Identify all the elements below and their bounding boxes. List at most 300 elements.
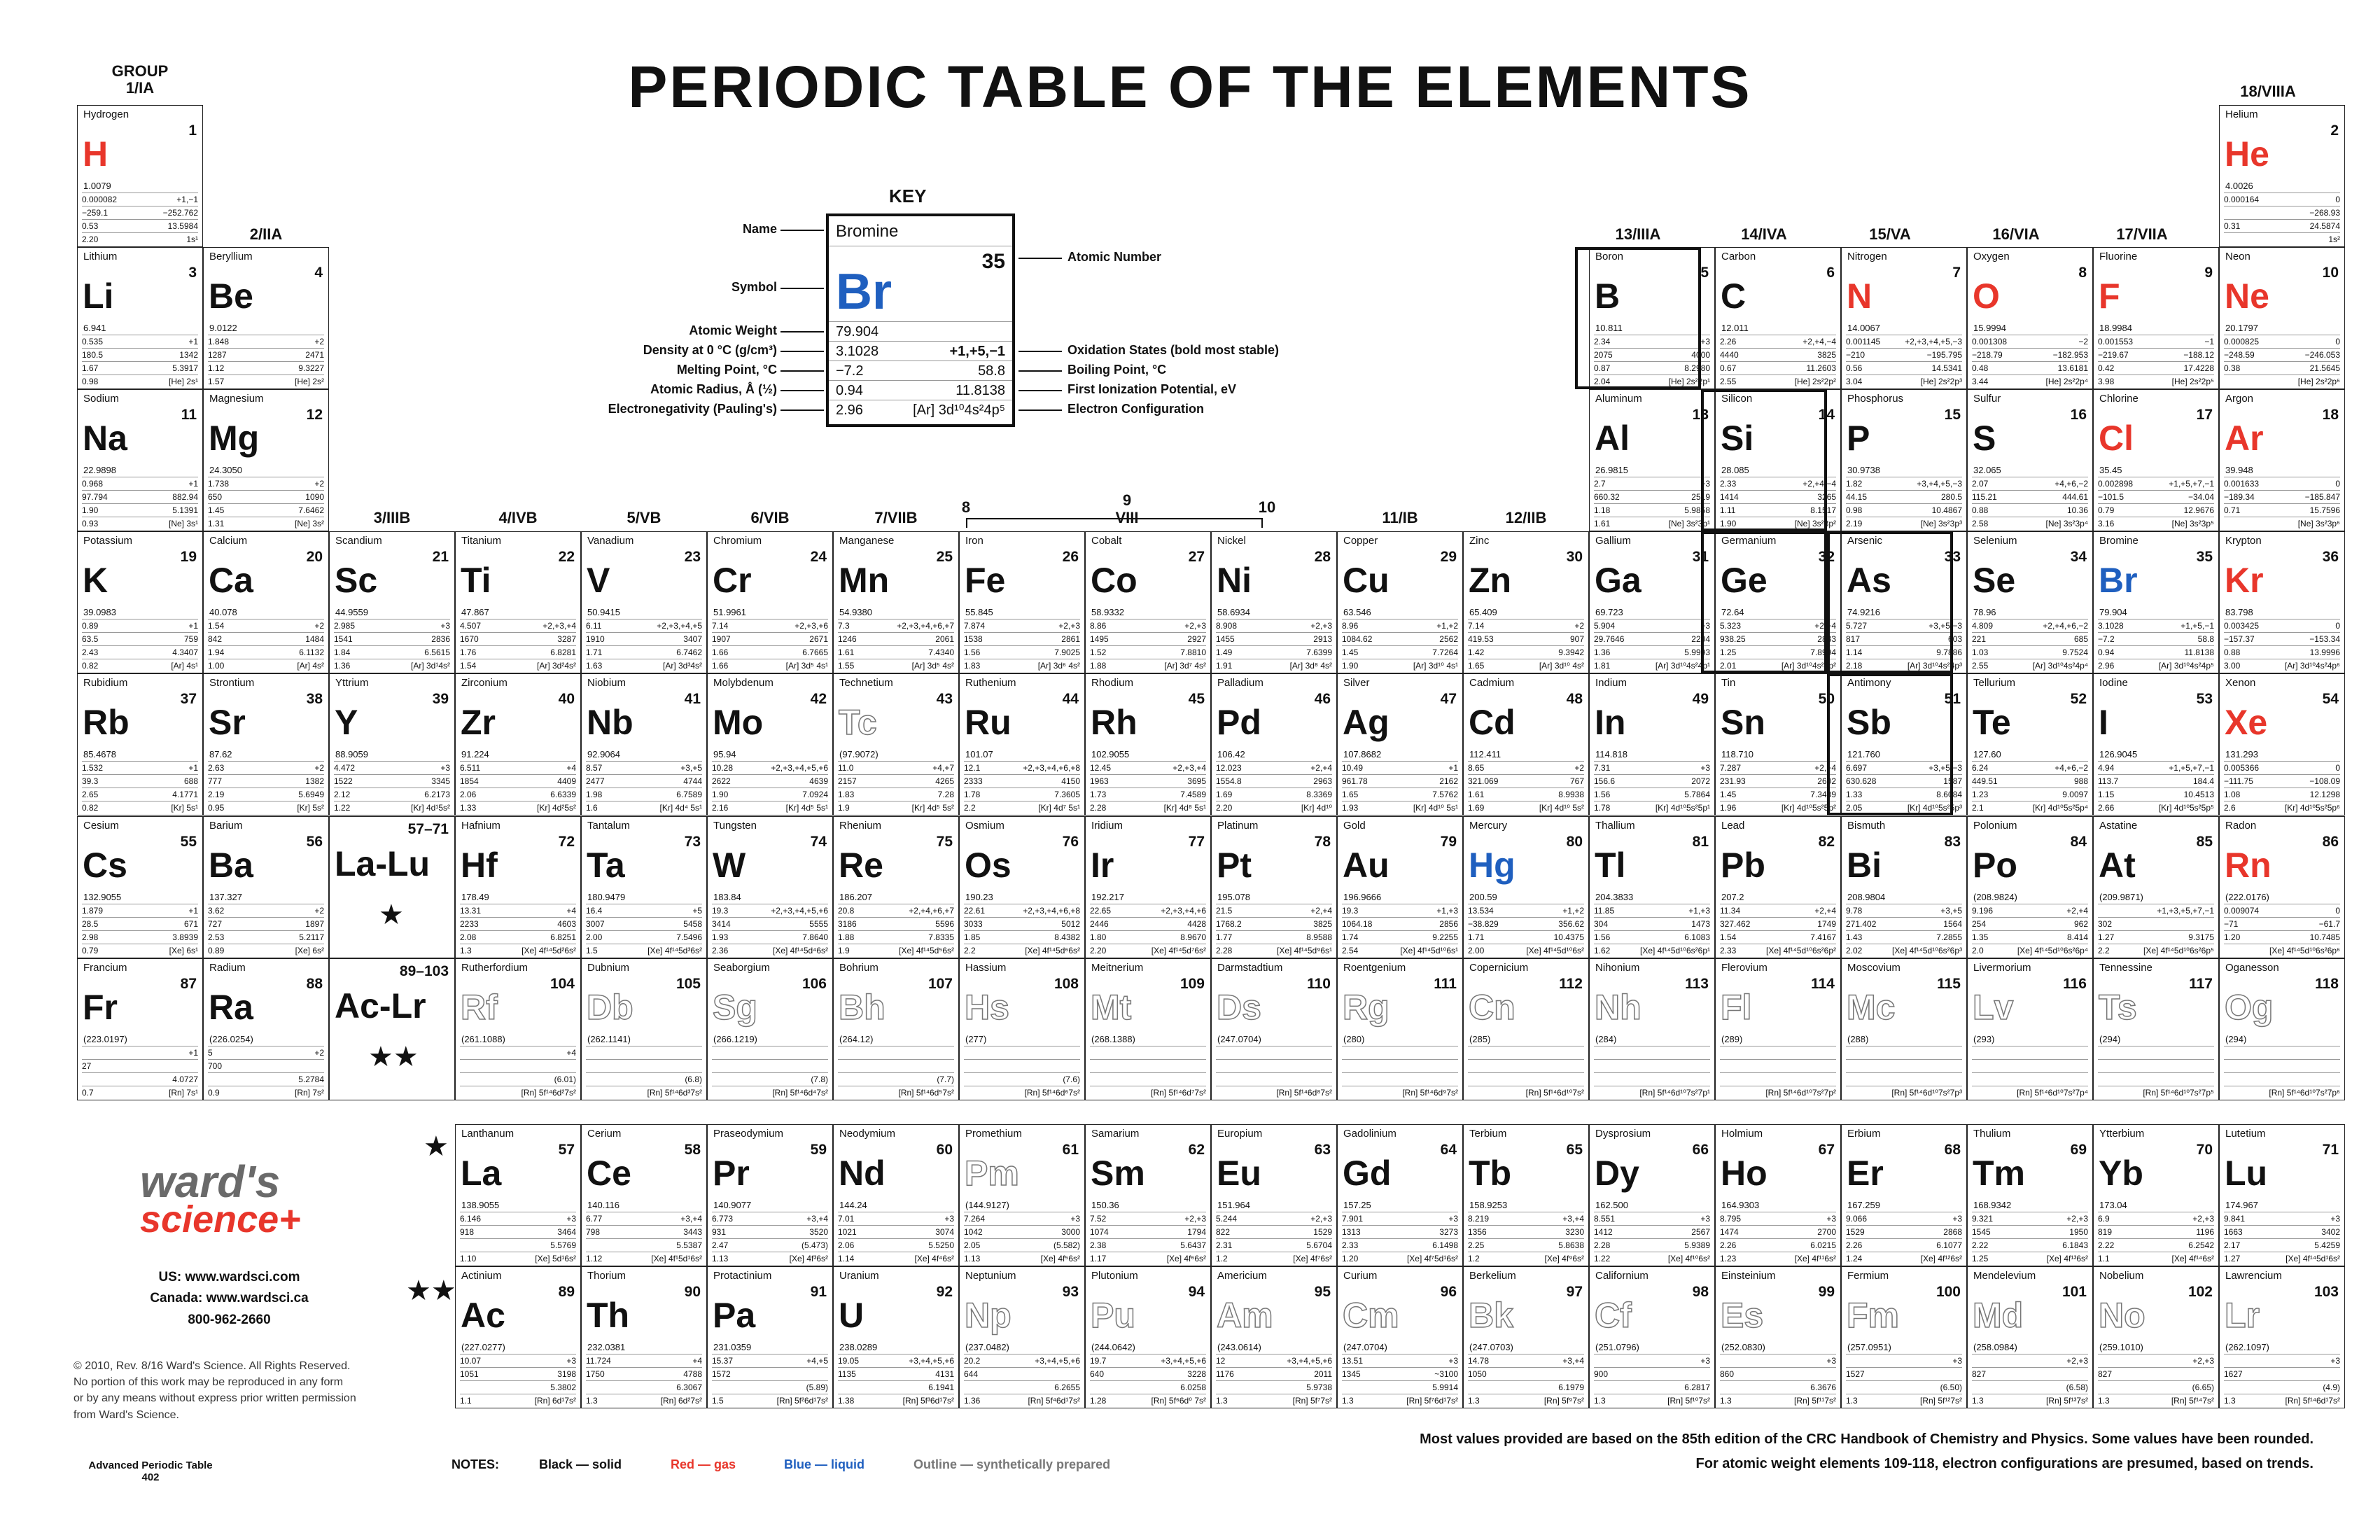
- atomic-weight: 180.9479: [587, 892, 626, 902]
- element-cell-magnesium: [203, 389, 329, 531]
- property-row: [82, 517, 198, 530]
- atomic-number: 81: [1692, 834, 1709, 850]
- property-left: 2157: [838, 776, 857, 786]
- element-symbol: Cf: [1595, 1296, 1632, 1335]
- property-left: 39.3: [82, 776, 99, 786]
- key-electronegativity: 2.96: [836, 402, 863, 418]
- property-left: 1.03: [1972, 648, 1989, 657]
- footer-id: Advanced Periodic Table 402: [88, 1460, 213, 1483]
- property-row: [460, 788, 576, 801]
- property-right: 2927: [1187, 634, 1206, 644]
- property-right: [He] 2s²2p¹: [1668, 377, 1710, 386]
- property-row: [1090, 632, 1206, 645]
- property-row: [1090, 1354, 1206, 1367]
- property-right: [Rn] 5f¹⁴6d⁵7s²: [898, 1088, 954, 1098]
- property-right: [Ar] 3d¹⁰ 4s²: [1539, 661, 1584, 671]
- element-name: Polonium: [1973, 820, 2017, 832]
- property-row: [1972, 801, 2088, 814]
- property-row: [1720, 477, 1836, 490]
- atomic-number: 51: [1944, 691, 1961, 707]
- property-row: [208, 1072, 324, 1086]
- property-right: 1794: [1187, 1227, 1206, 1237]
- property-row: [2224, 761, 2340, 774]
- element-symbol: O: [1973, 276, 2000, 316]
- property-left: 115.21: [1972, 492, 1997, 502]
- element-cell-rhenium: [833, 816, 959, 958]
- element-cell-aluminum: [1589, 389, 1715, 531]
- atomic-weight: 18.9984: [2099, 323, 2132, 333]
- property-left: 0.42: [2098, 363, 2115, 373]
- property-right: 5.8638: [1558, 1240, 1584, 1250]
- element-name: Cadmium: [1469, 677, 1515, 689]
- element-name: Yttrium: [335, 677, 369, 689]
- property-row: [1972, 335, 2088, 348]
- property-right: [Ar] 3d¹⁰4s²4p³: [1907, 661, 1962, 671]
- element-name: Aluminum: [1595, 393, 1642, 405]
- property-right: 5.4259: [2314, 1240, 2340, 1250]
- element-name: Nickel: [1217, 535, 1246, 547]
- property-row: [82, 917, 198, 930]
- atomic-number: 47: [1440, 691, 1457, 707]
- property-row: [2224, 348, 2340, 361]
- property-left: 1768.2: [1216, 919, 1242, 929]
- property-row: [1468, 917, 1584, 930]
- atomic-weight: 190.23: [965, 892, 993, 902]
- property-row: [712, 1380, 828, 1394]
- property-right: [Ar] 3d⁸ 4s²: [1289, 661, 1332, 671]
- property-right: 1342: [179, 350, 198, 360]
- element-symbol: Xe: [2225, 703, 2268, 742]
- atomic-weight: (293): [1973, 1034, 1995, 1044]
- property-right: 1473: [1691, 919, 1710, 929]
- property-left: 0.79: [82, 946, 99, 955]
- property-left: 5.323: [1720, 621, 1742, 631]
- key-label-electronegativity: Electronegativity (Pauling's): [608, 402, 777, 416]
- property-row: [460, 1072, 576, 1086]
- group-label-8: 8: [961, 498, 971, 516]
- property-right: [Rn] 5f¹⁴6d¹⁰7s²: [1525, 1088, 1584, 1098]
- property-row: [838, 1367, 954, 1380]
- property-left: 22.65: [1090, 906, 1112, 916]
- property-right: [Xe] 4f¹⁴5d¹⁰6s¹: [1400, 946, 1458, 955]
- property-row: [1846, 1367, 1962, 1380]
- property-right: +4,+6,−2: [2054, 763, 2088, 773]
- property-row: [712, 1394, 828, 1407]
- element-name: Hafnium: [461, 820, 500, 832]
- property-right: +3: [440, 621, 450, 631]
- property-row: [2224, 1367, 2340, 1380]
- atomic-weight: 47.867: [461, 607, 489, 617]
- element-cell-sulfur: [1967, 389, 2093, 531]
- property-left: 2.08: [460, 932, 477, 942]
- property-left: 2.65: [82, 790, 99, 799]
- property-left: 97.794: [82, 492, 108, 502]
- property-left: 10.07: [460, 1356, 482, 1366]
- property-row: [712, 944, 828, 957]
- property-row: [838, 930, 954, 944]
- property-left: 1.42: [1468, 648, 1485, 657]
- element-cell-protactinium: [707, 1266, 833, 1408]
- property-right: [Ar] 4s²: [297, 661, 324, 671]
- property-left: 1176: [1216, 1369, 1234, 1379]
- property-left: 1.10: [460, 1254, 477, 1264]
- element-cell-mercury: [1463, 816, 1589, 958]
- element-cell-dubnium: [581, 958, 707, 1100]
- property-right: 444.61: [2062, 492, 2088, 502]
- element-symbol: Au: [1343, 846, 1390, 885]
- atomic-number: 29: [1440, 549, 1457, 565]
- atomic-number: 80: [1566, 834, 1583, 850]
- element-cell-curium: [1337, 1266, 1463, 1408]
- property-row: [1216, 1252, 1332, 1265]
- property-right: 5.6437: [1180, 1240, 1206, 1250]
- atomic-number: 45: [1188, 691, 1205, 707]
- atomic-number: 10: [2322, 265, 2339, 281]
- property-row: [1468, 1212, 1584, 1225]
- property-row: [1846, 374, 1962, 388]
- property-right: 5.5769: [550, 1240, 576, 1250]
- element-cell-neptunium: [959, 1266, 1085, 1408]
- property-right: 8.414: [2066, 932, 2088, 942]
- property-row: [964, 645, 1080, 659]
- atomic-weight: (268.1388): [1091, 1034, 1135, 1044]
- group-label-3: 3/IIIB: [373, 509, 411, 526]
- element-symbol: Ts: [2099, 988, 2137, 1027]
- element-symbol: Fr: [83, 988, 118, 1027]
- element-name: Palladium: [1217, 677, 1264, 689]
- property-right: 3407: [683, 634, 702, 644]
- property-row: [1090, 659, 1206, 672]
- property-row: [1594, 335, 1710, 348]
- atomic-number: 14: [1818, 407, 1835, 423]
- property-left: 1.20: [1342, 1254, 1359, 1264]
- property-row: [208, 788, 324, 801]
- property-left: 1.61: [1594, 519, 1611, 528]
- element-name: Gallium: [1595, 535, 1631, 547]
- property-right: (6.65): [2192, 1382, 2214, 1392]
- key-label-oxidation: Oxidation States (bold most stable): [1068, 343, 1280, 357]
- property-row: [460, 917, 576, 930]
- element-cell-thallium: [1589, 816, 1715, 958]
- property-row: [82, 801, 198, 814]
- property-row: [1216, 1086, 1332, 1099]
- property-right: +3: [1952, 1214, 1962, 1224]
- element-name: Americium: [1217, 1270, 1267, 1282]
- property-row: [460, 1394, 576, 1407]
- atomic-weight: 118.710: [1721, 749, 1754, 760]
- property-right: 11.2603: [1806, 363, 1836, 373]
- property-left: 1.848: [208, 337, 230, 346]
- element-cell-fermium: [1841, 1266, 1967, 1408]
- atomic-weight: (223.0197): [83, 1034, 127, 1044]
- property-right: 2671: [809, 634, 828, 644]
- property-row: [586, 1072, 702, 1086]
- property-right: 7.8994: [1810, 648, 1836, 657]
- element-cell-ruthenium: [959, 673, 1085, 816]
- property-right: 759: [183, 634, 198, 644]
- atomic-number: 86: [2322, 834, 2339, 850]
- property-right: [Kr] 4d⁵ 5s¹: [785, 803, 828, 813]
- property-row: [2098, 361, 2214, 374]
- property-right: +2,+4: [1814, 906, 1836, 916]
- property-row: [586, 645, 702, 659]
- property-right: [Rn] 5f¹¹7s²: [1793, 1396, 1836, 1406]
- property-row: [1468, 761, 1584, 774]
- atomic-number: 28: [1314, 549, 1331, 565]
- element-name: Radium: [209, 962, 246, 974]
- property-right: [Xe] 4f⁵6s²: [1040, 1254, 1080, 1264]
- property-right: 4265: [935, 776, 954, 786]
- element-symbol: P: [1847, 419, 1870, 458]
- atomic-number: 60: [936, 1142, 953, 1158]
- property-left: 1.2: [1468, 1254, 1480, 1264]
- property-right: [Xe] 4f³6s²: [789, 1254, 828, 1264]
- element-name: Platinum: [1217, 820, 1259, 832]
- property-row: [208, 761, 324, 774]
- atomic-weight: 51.9961: [713, 607, 746, 617]
- property-right: 7.8335: [928, 932, 954, 942]
- property-left: 0.98: [1846, 505, 1863, 515]
- property-row: [586, 761, 702, 774]
- atomic-weight: 151.964: [1217, 1200, 1250, 1210]
- property-left: 0.82: [82, 661, 99, 671]
- atomic-number: 65: [1566, 1142, 1583, 1158]
- property-right: +3,+4: [680, 1214, 702, 1224]
- property-left: 1.63: [586, 661, 603, 671]
- property-left: 822: [1216, 1227, 1231, 1237]
- property-left: 660.32: [1594, 492, 1620, 502]
- property-right: +2,+3: [2066, 1356, 2088, 1366]
- property-row: [1846, 1212, 1962, 1225]
- element-cell-fluorine: [2093, 247, 2219, 389]
- element-symbol: Sm: [1091, 1154, 1145, 1193]
- element-symbol: Mn: [839, 561, 890, 600]
- property-row: [586, 1086, 702, 1099]
- property-row: [334, 645, 450, 659]
- element-cell-indium: [1589, 673, 1715, 816]
- property-left: 0.9: [208, 1088, 220, 1098]
- atomic-number: 100: [1935, 1284, 1961, 1300]
- atomic-number: 11: [181, 407, 197, 423]
- property-row: [1216, 774, 1332, 788]
- element-cell-carbon: [1715, 247, 1841, 389]
- atomic-number: 93: [1062, 1284, 1079, 1300]
- property-left: 0.53: [82, 221, 99, 231]
- property-right: 6.1979: [1558, 1382, 1584, 1392]
- atomic-number: 72: [558, 834, 575, 850]
- property-row: [1342, 645, 1458, 659]
- atomic-weight: 127.60: [1973, 749, 2001, 760]
- property-left: 1663: [2224, 1227, 2243, 1237]
- element-symbol: S: [1973, 419, 1996, 458]
- element-name: Carbon: [1721, 251, 1756, 262]
- element-cell-zinc: [1463, 531, 1589, 673]
- property-right: [Rn] 5f¹⁰7s²: [1667, 1396, 1710, 1406]
- property-left: 2.53: [208, 932, 225, 942]
- atomic-weight: (284): [1595, 1034, 1617, 1044]
- element-name: Lanthanum: [461, 1128, 514, 1140]
- property-left: 1.56: [1594, 790, 1611, 799]
- property-left: 1.3: [2098, 1396, 2110, 1406]
- property-row: [1342, 904, 1458, 917]
- element-cell-lead: [1715, 816, 1841, 958]
- element-name: Zinc: [1469, 535, 1490, 547]
- property-row: [1216, 619, 1332, 632]
- property-right: +3: [440, 763, 450, 773]
- property-row: [1846, 348, 1962, 361]
- property-row: [838, 788, 954, 801]
- property-right: [Xe] 6s²: [295, 946, 324, 955]
- property-right: 5.7864: [1684, 790, 1710, 799]
- property-right: 24.5874: [2309, 221, 2340, 231]
- atomic-weight: 69.723: [1595, 607, 1623, 617]
- property-right: −246.053: [2304, 350, 2340, 360]
- property-row: [1972, 1252, 2088, 1265]
- property-row: [82, 335, 198, 348]
- atomic-weight: 231.0359: [713, 1342, 752, 1352]
- property-right: 688: [183, 776, 198, 786]
- property-row: [1720, 517, 1836, 530]
- property-row: [460, 1252, 576, 1265]
- property-right: 1s²: [2328, 234, 2340, 244]
- property-row: [586, 930, 702, 944]
- property-left: 2.01: [1720, 661, 1737, 671]
- property-row: [838, 1086, 954, 1099]
- property-left: 3414: [712, 919, 731, 929]
- property-row: [2224, 930, 2340, 944]
- property-right: +1: [188, 479, 198, 489]
- property-row: [1594, 788, 1710, 801]
- property-row: [2098, 1394, 2214, 1407]
- property-left: 1572: [712, 1369, 731, 1379]
- property-right: 5.9914: [1432, 1382, 1458, 1392]
- property-right: [Rn] 5f¹⁴6d¹⁰7s²7p⁴: [2017, 1088, 2088, 1098]
- property-row: [964, 1072, 1080, 1086]
- property-right: [Rn] 5f¹⁴6d¹⁰7s²7p¹: [1639, 1088, 1710, 1098]
- element-cell-nickel: [1211, 531, 1337, 673]
- property-row: [1972, 774, 2088, 788]
- property-left: 1.20: [2224, 932, 2241, 942]
- property-right: [Ne] 3s¹: [168, 519, 198, 528]
- element-cell-hydrogen: [77, 105, 203, 247]
- property-row: [1090, 1072, 1206, 1086]
- property-left: 2446: [1090, 919, 1109, 929]
- atomic-weight: 74.9216: [1847, 607, 1880, 617]
- atomic-number: 5: [1700, 265, 1709, 281]
- property-left: 11.724: [586, 1356, 611, 1366]
- atomic-number: 102: [2188, 1284, 2213, 1300]
- atomic-weight: (266.1219): [713, 1034, 757, 1044]
- property-right: [Ar] 3d¹⁰4s²4p⁶: [2284, 661, 2340, 671]
- property-left: 1.69: [1216, 790, 1233, 799]
- property-left: 777: [208, 776, 223, 786]
- element-symbol: Tb: [1469, 1154, 1512, 1193]
- atomic-weight: 4.0026: [2225, 181, 2253, 191]
- element-cell-uranium: [833, 1266, 959, 1408]
- property-right: [Xe] 4f⁴6s²: [914, 1254, 954, 1264]
- property-row: [2098, 774, 2214, 788]
- property-right: [Xe] 4f⁷5d¹6s²: [1406, 1254, 1458, 1264]
- property-right: +2,+3,+4,+5: [657, 621, 702, 631]
- property-left: 1.45: [208, 505, 225, 515]
- property-left: 1.5: [712, 1396, 724, 1406]
- property-right: [Ar] 3d⁵ 4s²: [911, 661, 954, 671]
- property-left: 2.36: [712, 946, 729, 955]
- element-name: Tellurium: [1973, 677, 2016, 689]
- property-row: [1972, 659, 2088, 672]
- property-right: [Xe] 4f¹⁴6s²: [2171, 1254, 2214, 1264]
- element-symbol: I: [2099, 703, 2108, 742]
- property-left: 1529: [1846, 1227, 1865, 1237]
- property-row: [586, 917, 702, 930]
- property-left: 12.1: [964, 763, 981, 773]
- property-row: [1594, 1367, 1710, 1380]
- property-right: +3,+5,−3: [1928, 621, 1962, 631]
- property-left: 1.15: [2098, 790, 2115, 799]
- property-right: 2861: [1061, 634, 1080, 644]
- atomic-weight: (144.9127): [965, 1200, 1009, 1210]
- property-right: 3825: [1817, 350, 1836, 360]
- property-right: 10.4375: [1553, 932, 1584, 942]
- property-right: 962: [2073, 919, 2088, 929]
- property-row: [2224, 232, 2340, 246]
- property-right: +2,+3,+6: [794, 621, 828, 631]
- property-left: 2.19: [1846, 519, 1863, 528]
- element-cell-bismuth: [1841, 816, 1967, 958]
- atomic-number: 41: [684, 691, 701, 707]
- property-row: [1468, 944, 1584, 957]
- property-right: 2162: [1439, 776, 1458, 786]
- property-row: [1720, 761, 1836, 774]
- element-name: Mercury: [1469, 820, 1508, 832]
- property-row: [1972, 788, 2088, 801]
- property-left: 1246: [838, 634, 857, 644]
- property-row: [1594, 917, 1710, 930]
- property-row: [82, 503, 198, 517]
- property-right: +2,+4,−4: [1802, 337, 1836, 346]
- property-row: [1720, 1238, 1836, 1252]
- property-row: [1846, 503, 1962, 517]
- property-row: [82, 192, 198, 206]
- property-right: 6.7665: [802, 648, 828, 657]
- element-symbol: Lv: [1973, 988, 2014, 1027]
- property-row: [712, 659, 828, 672]
- property-right: 5.9858: [1684, 505, 1710, 515]
- atomic-weight: (264.12): [839, 1034, 874, 1044]
- property-right: 9.2255: [1432, 932, 1458, 942]
- property-row: [712, 904, 828, 917]
- property-row: [1972, 1212, 2088, 1225]
- property-left: 1.3: [460, 946, 472, 955]
- property-left: 0.56: [1846, 363, 1863, 373]
- property-row: [1720, 1354, 1836, 1367]
- property-right: +2: [314, 906, 324, 916]
- element-name: Titanium: [461, 535, 501, 547]
- property-right: 2072: [1691, 776, 1710, 786]
- atomic-number: 110: [1307, 976, 1331, 992]
- property-right: 0: [2335, 763, 2340, 773]
- element-cell-rhodium: [1085, 673, 1211, 816]
- atomic-number: 95: [1314, 1284, 1331, 1300]
- element-cell-potassium: [77, 531, 203, 673]
- property-right: [Rn] 5f³6d¹7s²: [902, 1396, 954, 1406]
- atomic-number: 74: [810, 834, 827, 850]
- property-right: +1: [188, 763, 198, 773]
- property-row: [586, 1225, 702, 1238]
- property-row: [1594, 1225, 1710, 1238]
- element-cell-dysprosium: [1589, 1124, 1715, 1266]
- property-row: [2224, 192, 2340, 206]
